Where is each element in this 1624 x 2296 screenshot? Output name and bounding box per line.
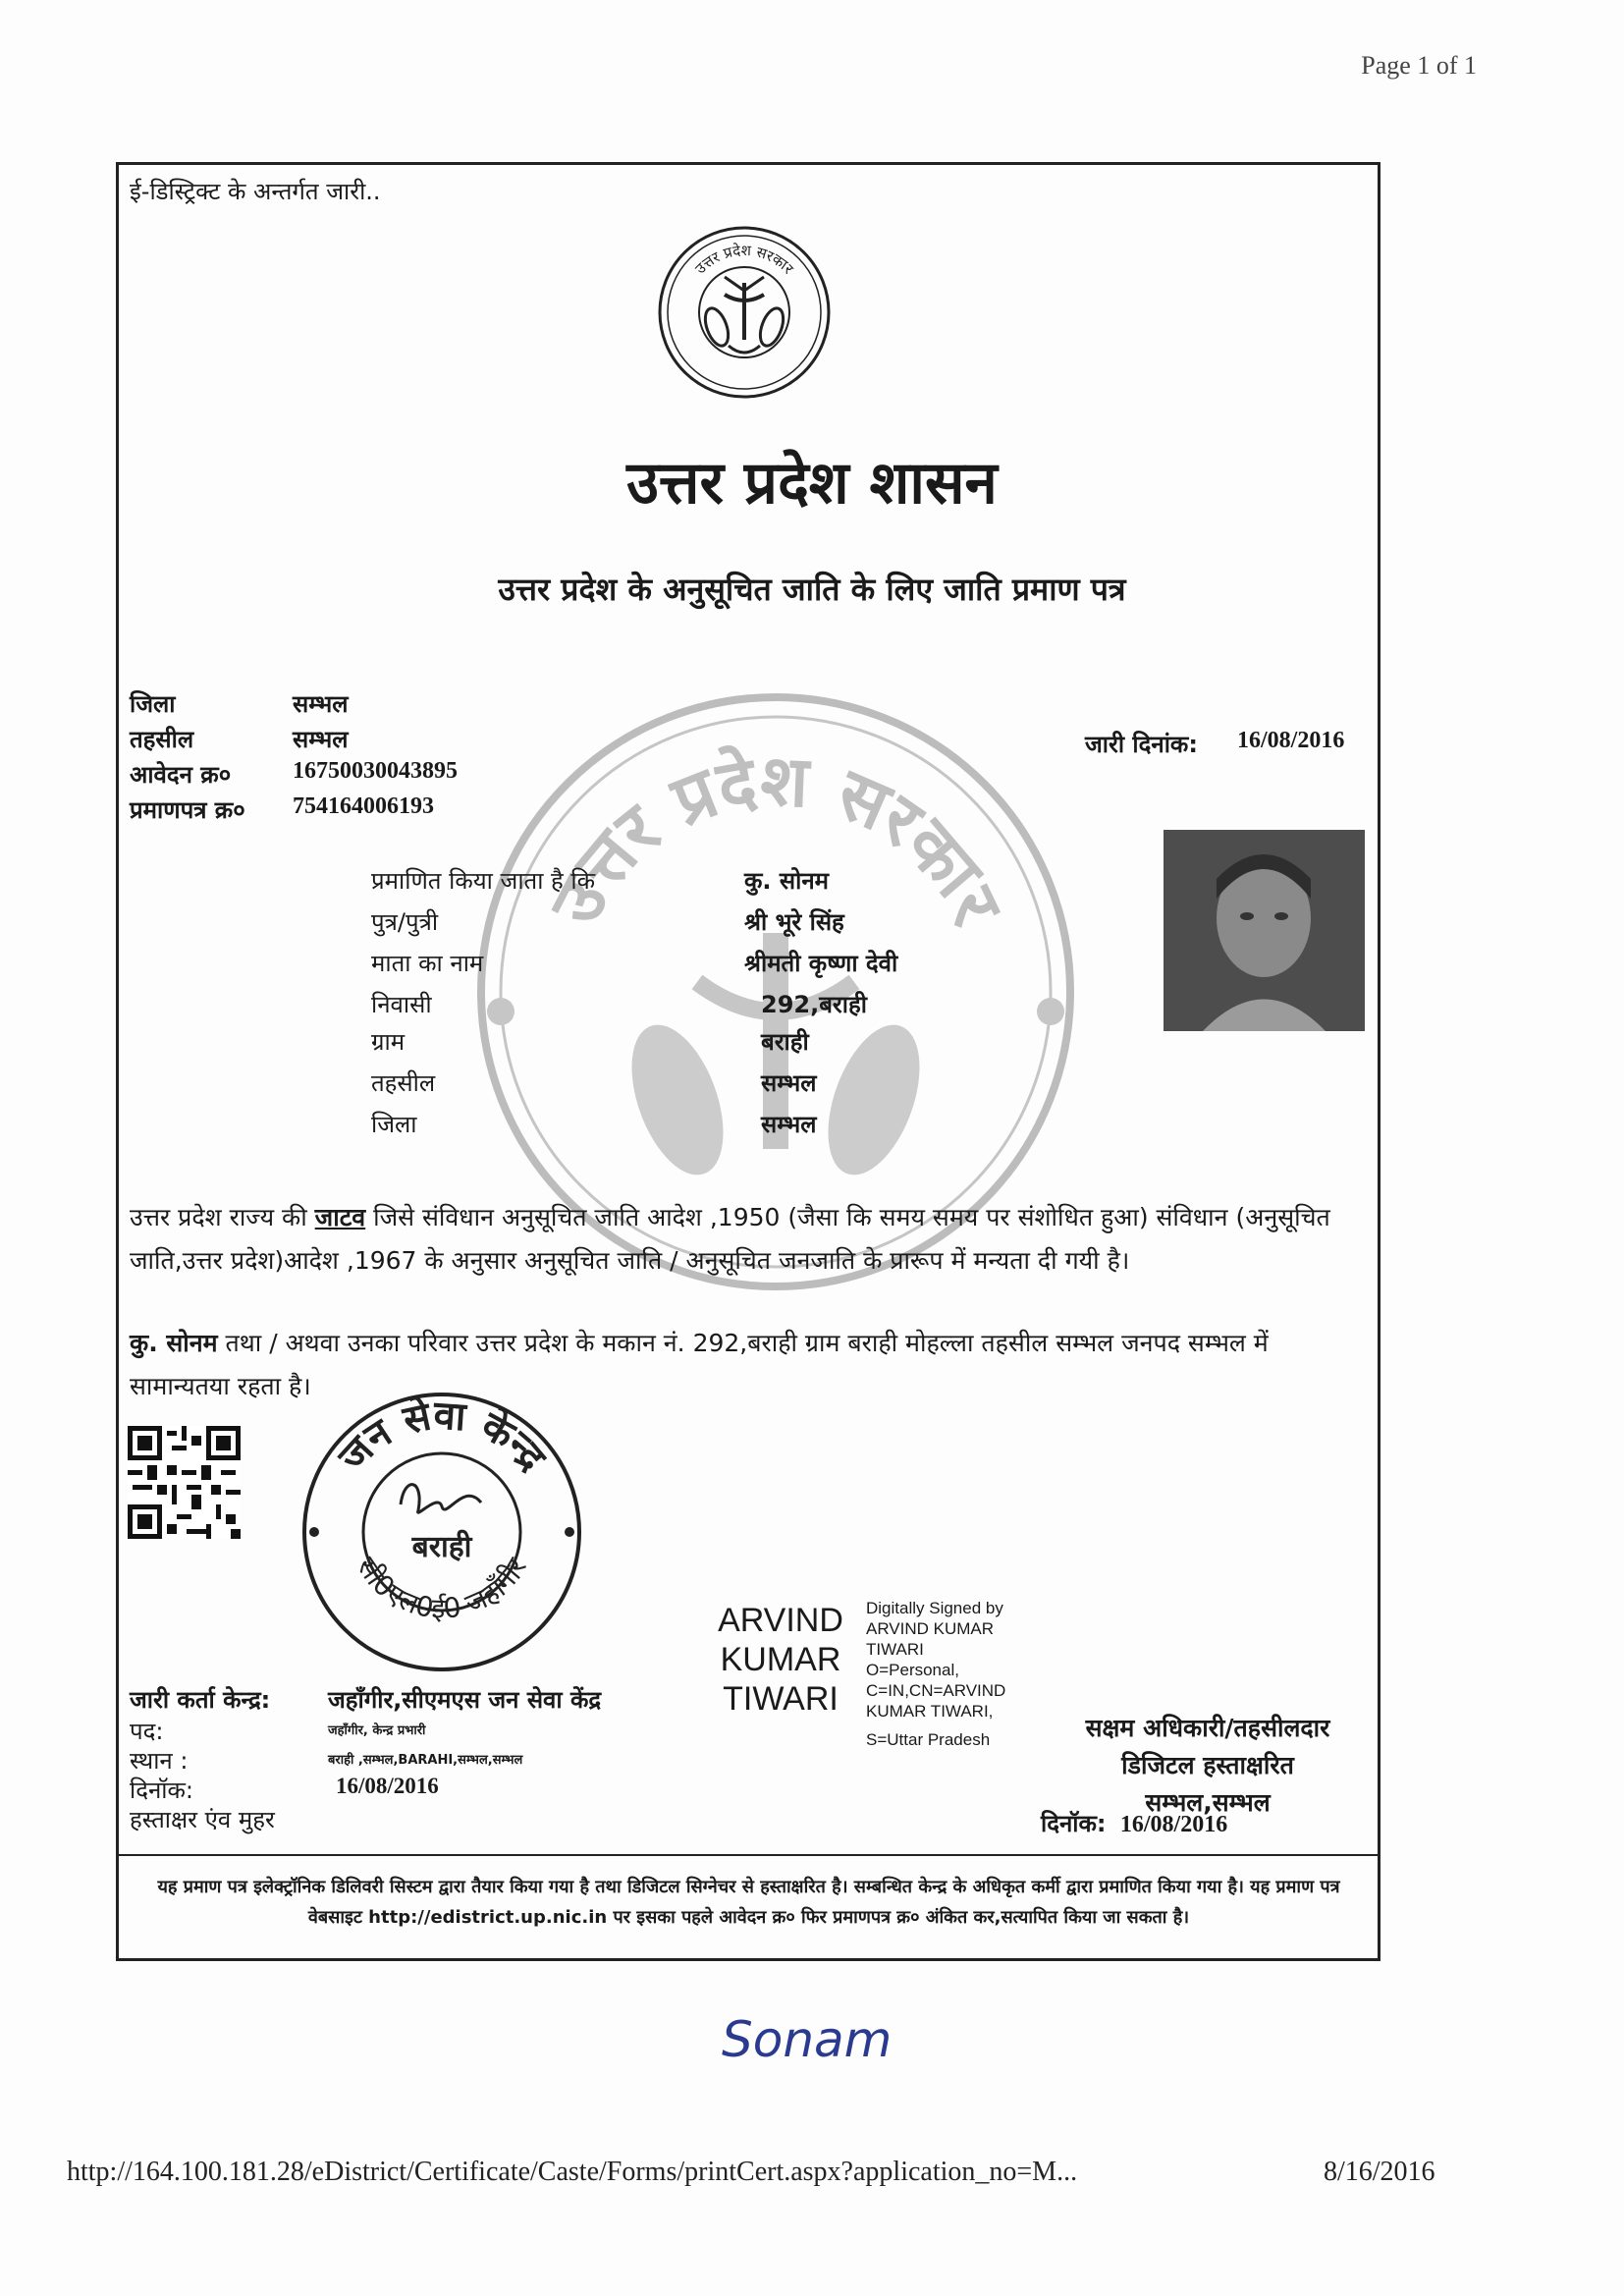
application-value: 16750030043895 <box>293 758 458 784</box>
issue-date-label: जारी दिनांक: <box>1085 731 1198 758</box>
signer-name <box>707 1601 854 1719</box>
issuing-centre-label: जारी कर्ता केन्द्र: <box>130 1686 271 1714</box>
detail-label: तहसील <box>371 1069 436 1097</box>
signer-name-line: ARVIND <box>718 1602 843 1639</box>
detail-value: श्री भूरे सिंह <box>744 908 844 936</box>
district-value: सम्भल <box>293 690 349 718</box>
detail-label: पुत्र/पुत्री <box>371 908 439 936</box>
jan-seva-kendra-stamp <box>295 1385 589 1679</box>
tehsil-value: सम्भल <box>293 726 349 753</box>
signer-name-line: KUMAR <box>720 1641 841 1678</box>
sig-detail-line: S=Uttar Pradesh <box>866 1730 991 1749</box>
stamp-top-text: जन सेवा केन्द्र <box>329 1393 555 1480</box>
issuer-date-value: 16/08/2016 <box>336 1774 439 1798</box>
up-govt-emblem <box>656 224 833 401</box>
caste-paragraph <box>130 1196 1372 1283</box>
handwritten-signature <box>401 1485 481 1513</box>
stamp-bottom-text: सी0एल0ई0 जहाँगीर <box>350 1551 533 1625</box>
sig-detail-line: ARVIND KUMAR <box>866 1619 995 1638</box>
detail-value: कु. सोनम <box>744 867 830 895</box>
stamp-center-text: बराही <box>411 1530 472 1564</box>
tehsil-label: तहसील <box>130 726 194 753</box>
paragraph-pre: उत्तर प्रदेश राज्य की <box>130 1203 315 1231</box>
authority-date <box>1041 1807 1227 1839</box>
authority-date-label: दिनॉक: <box>1041 1810 1107 1837</box>
detail-value: 292,बराही <box>761 991 867 1018</box>
applicant-photo <box>1164 830 1365 1031</box>
detail-value: सम्भल <box>761 1069 817 1097</box>
residence-text: तथा / अथवा उनका परिवार उत्तर प्रदेश के मकान नं. 292,बराही ग्राम बराही मोहल्ला तहसील सम्भल जनपद सम्भल में सामान्यतया रहता है। <box>130 1329 1269 1400</box>
authority-title: सक्षम अधिकारी/तहसीलदार <box>1085 1714 1330 1742</box>
application-label: आवेदन क्र० <box>130 761 232 789</box>
signature-seal-label: हस्ताक्षर एंव मुहर <box>130 1806 275 1833</box>
detail-label: जिला <box>371 1111 417 1138</box>
place-value: बराही ,सम्भल,BARAHI,सम्भल,सम्भल <box>328 1753 523 1768</box>
digital-signature-details <box>866 1598 1005 1750</box>
svg-text:उत्तर प्रदेश सरकार <box>691 242 797 278</box>
certificate-heading: उत्तर प्रदेश शासन <box>626 449 998 518</box>
detail-label: माता का नाम <box>371 950 484 977</box>
applicant-name: कु. सोनम <box>130 1329 218 1357</box>
place-label: स्थान : <box>130 1747 189 1775</box>
sig-detail-line: O=Personal, <box>866 1661 959 1679</box>
watermark-text: उत्तर प्रदेश सरकार <box>533 738 1019 938</box>
sig-detail-line: Digitally Signed by <box>866 1599 1003 1617</box>
certificate-no-label: प्रमाणपत्र क्र० <box>130 796 245 824</box>
qr-code <box>128 1426 241 1539</box>
issuing-centre-value: जहाँगीर,सीएमएस जन सेवा केंद्र <box>328 1686 602 1714</box>
signer-name-line: TIWARI <box>723 1680 839 1718</box>
svg-text:जन सेवा केन्द्र <box>329 1393 556 1481</box>
footer-divider <box>116 1854 1380 1856</box>
print-date: 8/16/2016 <box>1324 2157 1435 2187</box>
post-value: जहाँगीर, केन्द्र प्रभारी <box>328 1723 426 1738</box>
page-number: Page 1 of 1 <box>1361 51 1477 80</box>
district-label: जिला <box>130 690 176 718</box>
caste-name: जाटव <box>314 1203 366 1231</box>
certificate-no-value: 754164006193 <box>293 793 434 819</box>
print-url: http://164.100.181.28/eDistrict/Certificate/Caste/Forms/printCert.aspx?application_no=M... <box>67 2157 1078 2187</box>
emblem-text: उत्तर प्रदेश सरकार <box>691 241 797 278</box>
certificate-subheading: उत्तर प्रदेश के अनुसूचित जाति के लिए जाति प्रमाण पत्र <box>498 571 1126 608</box>
authority-date-value: 16/08/2016 <box>1119 1812 1228 1837</box>
authority-signed: डिजिटल हस्ताक्षरित <box>1121 1751 1294 1779</box>
detail-label: ग्राम <box>371 1028 406 1056</box>
paragraph-post: जिसे संविधान अनुसूचित जाति आदेश ,1950 (जैसा कि समय समय पर संशोधित हुआ) संविधान (अनुसूचित जाति,उत्तर प्रदेश)आदेश ,1967 के अनुसार अनुसूचित जाति / अनुसूचित जनजाति के प्रारूप में मन्यता दी गयी है। <box>130 1203 1330 1275</box>
detail-value: सम्भल <box>761 1111 817 1138</box>
sig-detail-line: TIWARI <box>866 1640 924 1659</box>
authority-location: सम्भल,सम्भल <box>1145 1788 1271 1817</box>
detail-value: श्रीमती कृष्णा देवी <box>744 950 898 977</box>
issuer-date-label: दिनॉक: <box>130 1777 194 1804</box>
authority-block <box>1056 1711 1360 1819</box>
sig-detail-line: C=IN,CN=ARVIND <box>866 1681 1006 1700</box>
detail-value: बराही <box>761 1028 809 1056</box>
detail-label: प्रमाणित किया जाता है कि <box>371 867 596 895</box>
handwritten-name: Sonam <box>722 2011 893 2068</box>
sig-detail-line: KUMAR TIWARI, <box>866 1702 994 1721</box>
header-note: ई-डिस्ट्रिक्ट के अन्तर्गत जारी.. <box>130 178 381 205</box>
post-label: पद: <box>130 1718 164 1745</box>
verification-note: यह प्रमाण पत्र इलेक्ट्रॉनिक डिलिवरी सिस्टम द्वारा तैयार किया गया है तथा डिजिटल सिग्नेचर से हस्ताक्षरित है। सम्बन्धित केन्द्र के अधिकृत कर्मी द्वारा प्रमाणित किया गया है। यह प्रमाण पत्र वेबसाइट http://edistrict.up.nic.in पर इसका पहले आवेदन क्र० फिर प्रमाणपत्र क्र० अंकित कर,सत्यापित किया जा सकता है। <box>157 1877 1340 1928</box>
detail-label: निवासी <box>371 991 432 1018</box>
issue-date-value: 16/08/2016 <box>1237 728 1345 753</box>
